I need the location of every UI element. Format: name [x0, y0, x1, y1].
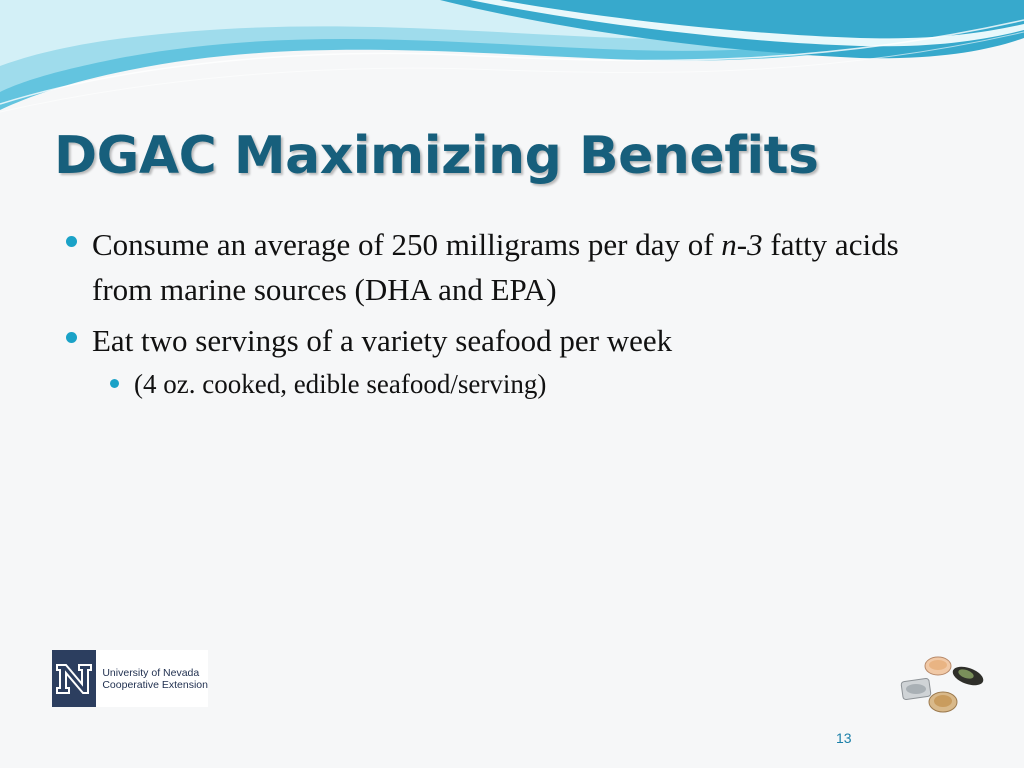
seafood-dishes-image — [898, 652, 988, 722]
bullet-text-continued: fatty acids from marine sources (DHA and EPA) — [92, 227, 899, 307]
bullet-item — [62, 318, 962, 363]
logo-line-1: University of Nevada — [102, 666, 200, 679]
page-number: 13 — [836, 730, 852, 746]
bullet-list — [62, 222, 962, 403]
sub-bullet-dot-icon — [110, 379, 119, 388]
sub-bullet-item — [62, 365, 962, 403]
sub-bullet-text: (4 oz. cooked, edible seafood/serving) — [134, 369, 547, 399]
n-monogram-graphic — [54, 662, 94, 696]
logo-line-2: Cooperative Extension — [102, 678, 208, 691]
logo-text — [102, 667, 208, 691]
bullet-text: Eat two servings of a variety seafood per week — [92, 323, 673, 358]
bullet-emphasis: n-3 — [721, 227, 763, 262]
bullet-dot-icon — [66, 236, 77, 247]
slide-title: DGAC Maximizing Benefits — [54, 126, 819, 186]
bullet-text: Consume an average of 250 milligrams per day of — [92, 227, 722, 262]
nevada-n-logo-icon — [52, 650, 96, 707]
header-wave-decoration — [0, 0, 1024, 120]
bullet-item — [62, 222, 962, 312]
university-logo — [52, 650, 208, 707]
bullet-dot-icon — [66, 332, 77, 343]
